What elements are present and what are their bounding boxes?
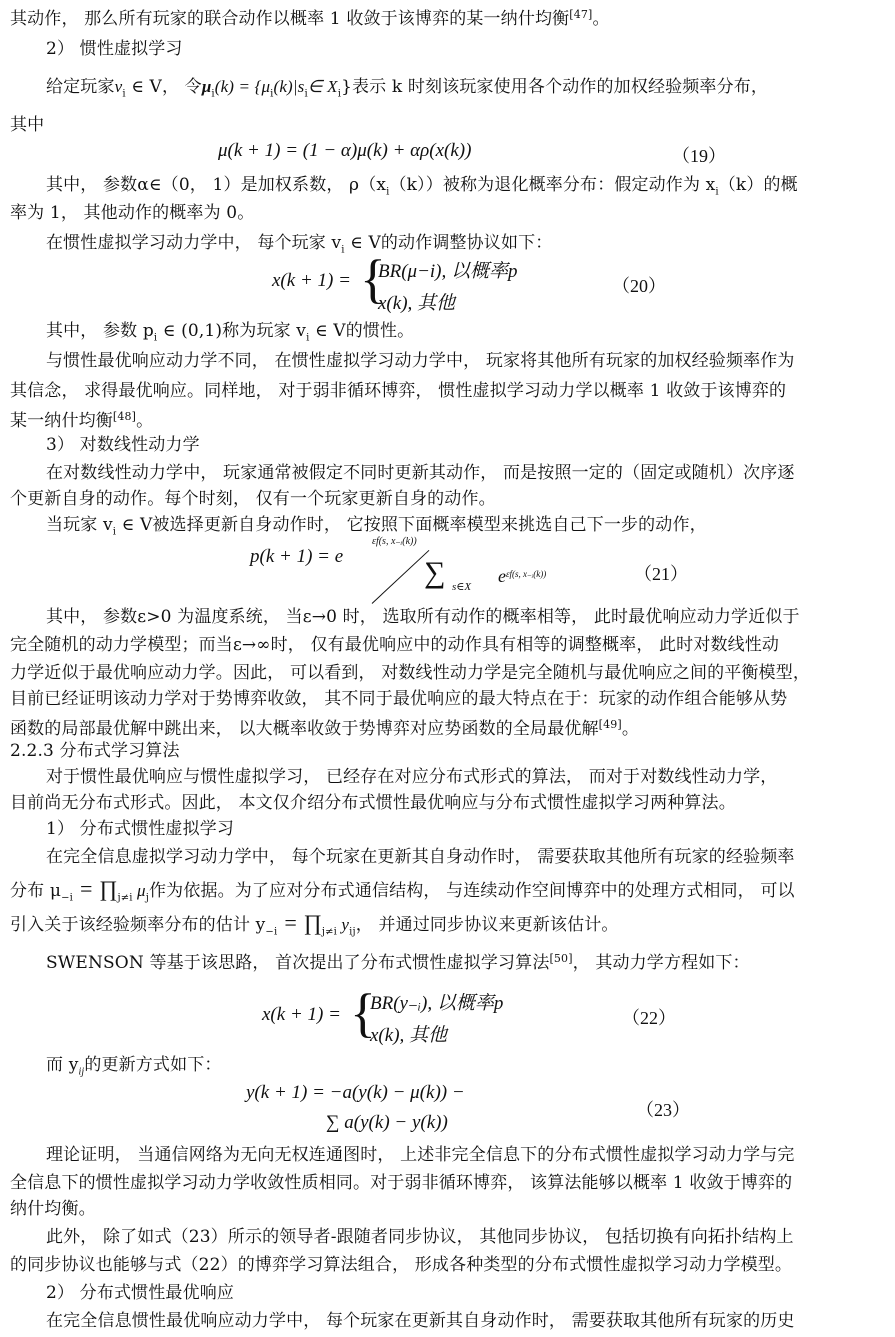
text-line: 给定玩家$v_i$ ∈ V， 令$\mu_i(k)$ = {$\mu_i(k)|s_i\in$ $X_i$}表示 k 时刻该玩家使用各个动作的加权经验频率分布， (46, 77, 769, 100)
citation-ref: [48] (112, 410, 137, 423)
equation-20-case2: x(k), 其他 (378, 293, 456, 314)
text-line: 对于惯性最优响应与惯性虚拟学习， 已经存在对应分布式形式的算法， 而对于对数线性动力学， (46, 767, 778, 787)
subsection-heading: 1） 分布式惯性虚拟学习 (46, 819, 235, 839)
text-line: 其中， 参数 $p_i$ ∈ (0,1)称为玩家 $v_i$ ∈ V的惯性。 (46, 321, 415, 344)
equation-23-line2: ∑ a(y(k) − y(k)) (326, 1112, 448, 1133)
text-line: 而 $y_{ij}$的更新方式如下： (46, 1055, 222, 1078)
equation-22-lhs: x(k + 1) = (262, 1004, 341, 1025)
equation-22-case1: BR(y₋ᵢ), 以概率p (370, 993, 504, 1014)
text-line: 力学近似于最优响应动力学。因此， 可以看到， 对数线性动力学是完全随机与最优响应之间的平衡模型， (10, 663, 811, 683)
equation-21-lhs: p(k + 1) = e (250, 546, 344, 567)
subsection-heading: 2） 惯性虚拟学习 (46, 39, 183, 59)
text-line: 引入关于该经验频率分布的估计 $y_{-i}$ = $\prod_{j\ne i}$ $y_{ij}$， 并通过同步协议来更新该估计。 (10, 910, 619, 938)
text-line: 当玩家 $v_i$ ∈ V被选择更新自身动作时， 它按照下面概率模型来挑选自己下一步的动作， (46, 515, 707, 538)
equation-21-exponent: εf(s, x₋ᵢ(k)) (372, 536, 417, 547)
text-line: 与惯性最优响应动力学不同， 在惯性虚拟学习动力学中， 玩家将其他所有玩家的加权经验频率作为 (46, 351, 795, 371)
section-heading: 2.2.3 分布式学习算法 (10, 741, 180, 761)
citation-ref: [49] (598, 718, 622, 731)
text-line: 其中， 参数ε>0 为温度系统， 当ε→0 时， 选取所有动作的概率相等， 此时最优响应动力学近似于 (46, 607, 800, 627)
equation-19: μ(k + 1) = (1 − α)μ(k) + αρ(x(k)) (218, 140, 472, 161)
brace-symbol: { (350, 983, 376, 1043)
equation-21-exponent: $e^{\varepsilon f(s, x_-ᵢ(k))}$ (498, 566, 547, 586)
text-line: 分布 $\mu_{-i}$ = $\prod_{j\ne i}$ $\mu_j$作为依据。为了应对分布式通信结构， 与连续动作空间博弈中的处理方式相同， 可以 (10, 876, 795, 904)
text-line: 其中， 参数α∈（0， 1）是加权系数， $\rho(x_i(k))$被称为退化概率分布：假定动作为 $x_i(k)$的概 (46, 175, 798, 198)
text-line: 目前尚无分布式形式。因此， 本文仅介绍分布式惯性最优响应与分布式惯性虚拟学习两种算法。 (10, 793, 736, 813)
text-line: 在惯性虚拟学习动力学中， 每个玩家 $v_i$ ∈ V的动作调整协议如下： (46, 233, 553, 256)
citation-ref: [50] (549, 952, 573, 965)
text-line: 个更新自身的动作。每个时刻， 仅有一个玩家更新自身的动作。 (10, 489, 496, 509)
text-line: 在对数线性动力学中， 玩家通常被假定不同时更新其动作， 而是按照一定的（固定或随机）次序逐 (46, 463, 795, 483)
equation-22-case2: x(k), 其他 (370, 1025, 448, 1046)
equation-number: （22） (622, 1008, 676, 1028)
text-line: 完全随机的动力学模型；而当ε→∞时， 仅有最优响应中的动作具有相等的调整概率， 此时对数线性动 (10, 635, 780, 655)
equation-21-sum: ∑ (424, 556, 446, 589)
text-line: 在完全信息虚拟学习动力学中， 每个玩家在更新其自身动作时， 需要获取其他所有玩家的经验频率 (46, 847, 795, 867)
equation-20-case1: BR(μ−i), 以概率p (378, 261, 518, 282)
text-line: 的同步协议也能够与式（22）的博弈学习算法组合， 形成各种类型的分布式惯性虚拟学习动力学模型。 (10, 1255, 793, 1275)
text-line: 某一纳什均衡[48]。 (10, 410, 154, 431)
text-line: 纳什均衡。 (10, 1199, 96, 1219)
text-line: 理论证明， 当通信网络为无向无权连通图时， 上述非完全信息下的分布式惯性虚拟学习动力学与完 (46, 1145, 795, 1165)
text-line: SWENSON 等基于该思路， 首次提出了分布式惯性虚拟学习算法[50]， 其动力学方程如下： (46, 952, 750, 973)
text-line: 全信息下的惯性虚拟学习动力学收敛性质相同。对于弱非循环博弈， 该算法能够以概率 1 收敛于博弈的 (10, 1173, 793, 1193)
brace-symbol: { (360, 249, 386, 309)
text-line: 率为 1， 其他动作的概率为 0。 (10, 203, 255, 223)
equation-23-line1: y(k + 1) = −a(y(k) − μ(k)) − (246, 1082, 465, 1103)
subsection-heading: 3） 对数线性动力学 (46, 435, 200, 455)
text-line: 在完全信息惯性最优响应动力学中， 每个玩家在更新其自身动作时， 需要获取其他所有玩家的历史 (46, 1311, 795, 1331)
equation-20-lhs: x(k + 1) = (272, 270, 351, 291)
equation-number: （20） (612, 276, 666, 296)
text-line: 函数的局部最优解中跳出来， 以大概率收敛于势博弈对应势函数的全局最优解[49]。 (10, 718, 639, 739)
citation-ref: [47] (569, 8, 593, 21)
subsection-heading: 2） 分布式惯性最优响应 (46, 1283, 235, 1303)
text-line: 其信念， 求得最优响应。同样地， 对于弱非循环博弈， 惯性虚拟学习动力学以概率 1 收敛于该博弈的 (10, 381, 787, 401)
equation-number: （21） (634, 564, 688, 584)
text-line: 此外， 除了如式（23）所示的领导者-跟随者同步协议， 其他同步协议， 包括切换有向拓扑结构上 (46, 1227, 794, 1247)
equation-number: （23） (636, 1100, 690, 1120)
fraction-slash (372, 550, 430, 604)
equation-21-sub: s∈X (452, 581, 472, 593)
text-line: 其动作， 那么所有玩家的联合动作以概率 1 收敛于该博弈的某一纳什均衡[47]。 (10, 8, 610, 29)
text-line: 目前已经证明该动力学对于势博弈收敛， 其不同于最优响应的最大特点在于：玩家的动作组合能够从势 (10, 689, 788, 709)
text-line: 其中 (10, 115, 45, 135)
equation-number: （19） (672, 146, 726, 166)
